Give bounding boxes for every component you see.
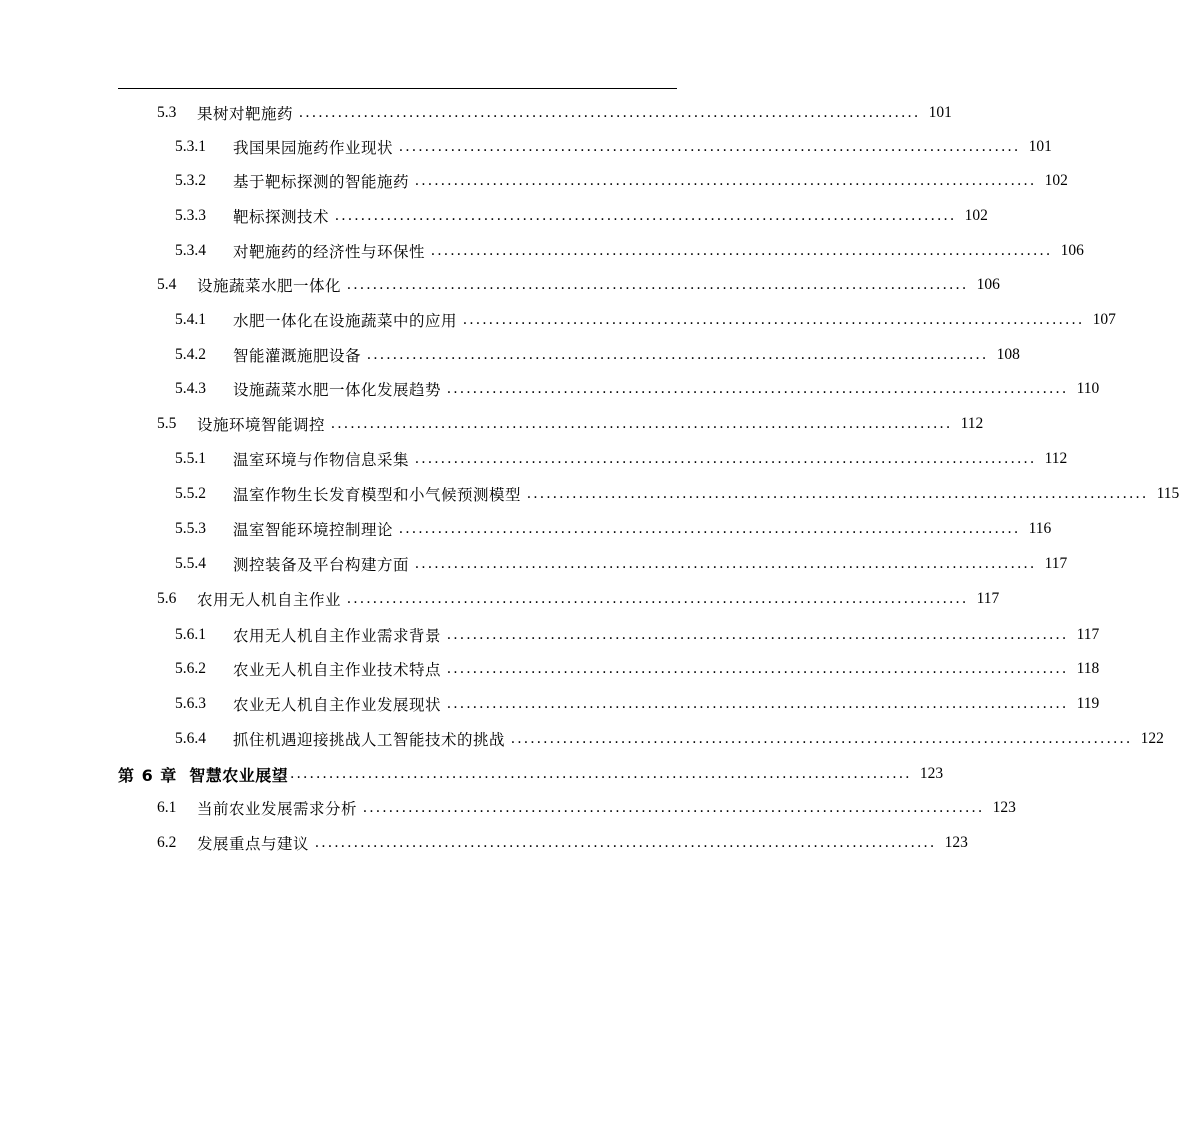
section-title: 设施环境智能调控 [197, 416, 326, 434]
page-number: 102 [964, 207, 988, 224]
section-title: 农用无人机自主作业需求背景 [233, 627, 442, 645]
section-title: 温室智能环境控制理论 [233, 521, 394, 539]
section-title: 我国果园施药作业现状 [233, 139, 394, 157]
section-title: 发展重点与建议 [197, 835, 310, 853]
dot-leader: ................................................................................................ [399, 520, 1021, 537]
dot-leader: ................................................................................................ [415, 172, 1037, 189]
section-number: 5.4 [157, 276, 177, 293]
section-number: 5.4.2 [175, 346, 206, 363]
dot-leader: ................................................................................................ [447, 660, 1069, 677]
section-title: 智能灌溉施肥设备 [233, 347, 362, 365]
section-number: 5.5.2 [175, 485, 206, 502]
page-number: 115 [1156, 485, 1179, 502]
section-number: 5.3 [157, 104, 177, 121]
page-number: 102 [1044, 172, 1068, 189]
section-number: 5.6 [157, 590, 177, 607]
toc-entry-5-5-1[interactable] [175, 442, 1068, 476]
section-title: 当前农业发展需求分析 [197, 800, 358, 818]
dot-leader: ................................................................................................ [447, 626, 1069, 643]
page-number: 106 [976, 276, 1000, 293]
dot-leader: ................................................................................................ [463, 311, 1085, 328]
section-title: 对靶施药的经济性与环保性 [233, 243, 426, 261]
page-number: 123 [992, 799, 1016, 816]
toc-entry-5-3[interactable] [157, 96, 952, 130]
toc-entry-5-4[interactable] [157, 268, 1000, 302]
section-title: 基于靶标探测的智能施药 [233, 173, 410, 191]
dot-leader: ................................................................................................ [447, 380, 1069, 397]
dot-leader: ................................................................................................ [315, 834, 937, 851]
toc-entry-5-4-1[interactable] [175, 303, 1116, 337]
page-number: 107 [1092, 311, 1116, 328]
section-number: 5.3.2 [175, 172, 206, 189]
section-title: 农业无人机自主作业技术特点 [233, 661, 442, 679]
dot-leader: ................................................................................................ [290, 765, 912, 782]
section-number: 5.4.1 [175, 311, 206, 328]
page-number: 117 [976, 590, 1000, 607]
page-number: 123 [919, 765, 944, 782]
dot-leader: ................................................................................................ [367, 346, 989, 363]
dot-leader: ................................................................................................ [447, 695, 1069, 712]
toc-entry-5-6-1[interactable] [175, 618, 1100, 652]
page-number: 116 [1028, 520, 1052, 537]
section-number: 5.5.3 [175, 520, 206, 537]
section-title: 温室作物生长发育模型和小气候预测模型 [233, 486, 522, 504]
section-number: 5.4.3 [175, 380, 206, 397]
toc-entry-5-6[interactable] [157, 582, 1000, 616]
page-number: 110 [1076, 380, 1100, 397]
dot-leader: ................................................................................................ [415, 555, 1037, 572]
section-number: 6.2 [157, 834, 177, 851]
chapter-title: 智慧农业展望 [189, 765, 289, 785]
section-number: 5.3.4 [175, 242, 206, 259]
section-number: 5.5.1 [175, 450, 206, 467]
section-title: 农用无人机自主作业 [197, 591, 342, 609]
toc-entry-5-4-3[interactable] [175, 372, 1100, 406]
page-number: 112 [960, 415, 984, 432]
page-number: 106 [1060, 242, 1084, 259]
page-number: 101 [928, 104, 952, 121]
toc-entry-6-1[interactable] [157, 791, 1016, 825]
dot-leader: ................................................................................................ [431, 242, 1053, 259]
dot-leader: ................................................................................................ [399, 138, 1021, 155]
toc-entry-6-2[interactable] [157, 826, 968, 860]
dot-leader: ................................................................................................ [335, 207, 957, 224]
toc-entry-5-3-3[interactable] [175, 199, 988, 233]
toc-entry-5-6-3[interactable] [175, 687, 1100, 721]
page-number: 117 [1044, 555, 1068, 572]
section-number: 5.6.3 [175, 695, 206, 712]
section-number: 5.6.4 [175, 730, 206, 747]
toc-entry-5-5-4[interactable] [175, 547, 1068, 581]
section-title: 抓住机遇迎接挑战人工智能技术的挑战 [233, 731, 506, 749]
section-title: 设施蔬菜水肥一体化 [197, 277, 342, 295]
dot-leader: ................................................................................................ [347, 590, 969, 607]
page-number: 119 [1076, 695, 1100, 712]
page-number: 117 [1076, 626, 1100, 643]
dot-leader: ................................................................................................ [347, 276, 969, 293]
section-number: 5.6.1 [175, 626, 206, 643]
section-title: 水肥一体化在设施蔬菜中的应用 [233, 312, 458, 330]
dot-leader: ................................................................................................ [299, 104, 921, 121]
toc-entry-5-4-2[interactable] [175, 338, 1020, 372]
section-number: 5.6.2 [175, 660, 206, 677]
section-title: 农业无人机自主作业发展现状 [233, 696, 442, 714]
section-title: 靶标探测技术 [233, 208, 330, 226]
toc-entry-5-3-2[interactable] [175, 164, 1068, 198]
toc-entry-5-6-4[interactable] [175, 722, 1164, 756]
toc-entry-5-5[interactable] [157, 407, 984, 441]
section-title: 温室环境与作物信息采集 [233, 451, 410, 469]
dot-leader: ................................................................................................ [511, 730, 1133, 747]
section-title: 设施蔬菜水肥一体化发展趋势 [233, 381, 442, 399]
section-title: 果树对靶施药 [197, 105, 294, 123]
toc-entry-5-6-2[interactable] [175, 652, 1100, 686]
toc-entry-5-5-3[interactable] [175, 512, 1052, 546]
section-number: 5.3.1 [175, 138, 206, 155]
header-rule [118, 88, 677, 89]
section-number: 5.3.3 [175, 207, 206, 224]
dot-leader: ................................................................................................ [363, 799, 985, 816]
page-number: 101 [1028, 138, 1052, 155]
page-number: 123 [944, 834, 968, 851]
toc-entry-5-3-1[interactable] [175, 130, 1052, 164]
section-number: 5.5 [157, 415, 177, 432]
dot-leader: ................................................................................................ [331, 415, 953, 432]
section-number: 6.1 [157, 799, 177, 816]
toc-entry-5-3-4[interactable] [175, 234, 1084, 268]
chapter-label: 第 6 章 [118, 765, 178, 785]
page-number: 118 [1076, 660, 1100, 677]
section-number: 5.5.4 [175, 555, 206, 572]
dot-leader: ................................................................................................ [415, 450, 1037, 467]
toc-entry-5-5-2[interactable] [175, 477, 1179, 511]
dot-leader: ................................................................................................ [527, 485, 1149, 502]
section-title: 测控装备及平台构建方面 [233, 556, 410, 574]
page-number: 108 [996, 346, 1020, 363]
toc-chapter-6[interactable] [118, 757, 944, 791]
page-number: 122 [1140, 730, 1164, 747]
page-number: 112 [1044, 450, 1068, 467]
